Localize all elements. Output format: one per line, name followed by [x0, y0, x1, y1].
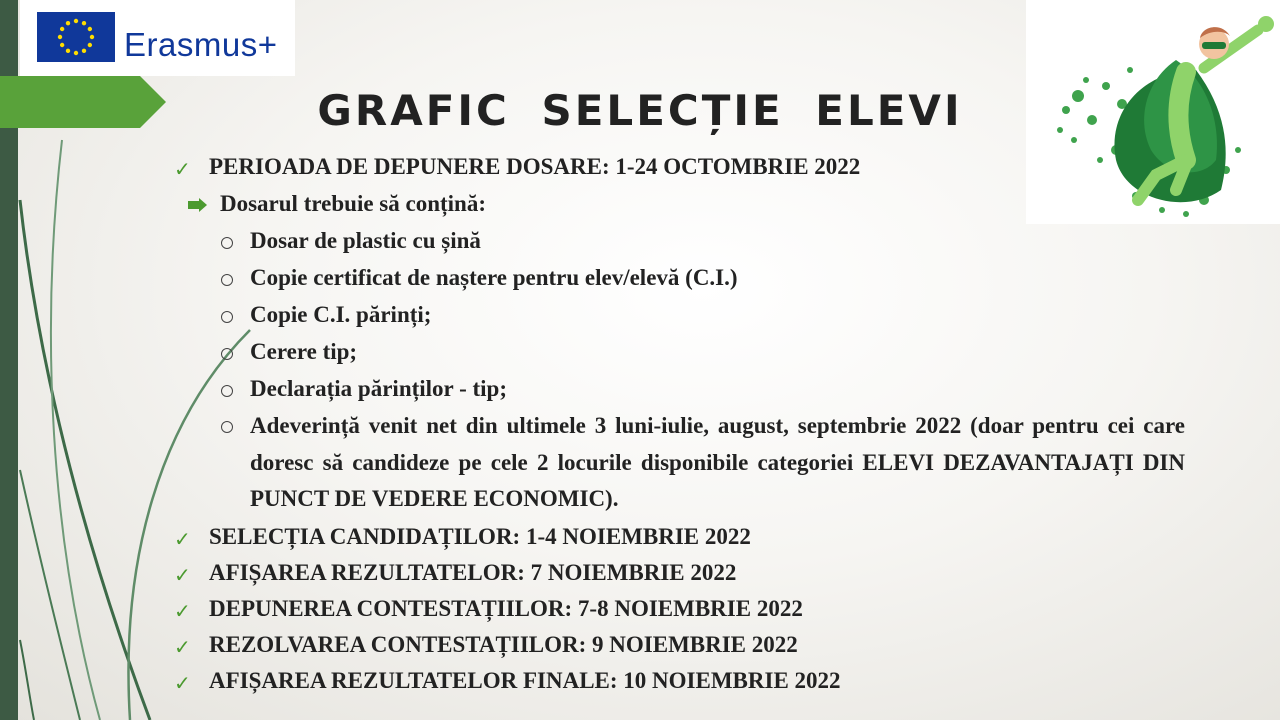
check-icon: ✓ [174, 157, 191, 181]
eu-star [88, 43, 92, 47]
superhero-illustration [1026, 0, 1280, 224]
circle-bullet-icon [221, 237, 233, 249]
step-item: REZOLVAREA CONTESTAȚIILOR: 9 NOIEMBRIE 2022 [209, 632, 798, 657]
eu-star [58, 35, 62, 39]
check-icon: ✓ [174, 635, 191, 659]
eu-star [90, 35, 94, 39]
doc-item-income-certificate: Adeverință venit net din ultimele 3 luni-iulie, august, septembrie 2022 (doar pentru cei care doresc să candideze pe cele 2 locurile disponibile categoriei ELEVI DEZAVANTAJAȚI DIN PUNCT DE VEDERE ECONOMIC). [250, 413, 1185, 511]
check-icon: ✓ [174, 563, 191, 587]
check-icon: ✓ [174, 527, 191, 551]
circle-bullet-icon [221, 274, 233, 286]
page-title: GRAFIC SELECȚIE ELEVI [317, 86, 963, 135]
step-item: SELECȚIA CANDIDAȚILOR: 1-4 NOIEMBRIE 2022 [209, 524, 751, 549]
circle-bullet-icon [221, 311, 233, 323]
circle-bullet-icon [221, 348, 233, 360]
check-icon: ✓ [174, 671, 191, 695]
eu-star [60, 43, 64, 47]
check-icon: ✓ [174, 599, 191, 623]
doc-item: Declarația părinților - tip; [250, 376, 507, 401]
eu-star [66, 21, 70, 25]
eu-star [74, 19, 78, 23]
step-item: AFIȘAREA REZULTATELOR: 7 NOIEMBRIE 2022 [209, 560, 737, 585]
eu-star [66, 49, 70, 53]
doc-item: Copie C.I. părinți; [250, 302, 432, 327]
dossier-header: Dosarul trebuie să conțină: [220, 191, 486, 216]
eu-star [82, 21, 86, 25]
doc-item: Copie certificat de naștere pentru elev/elevă (C.I.) [250, 265, 738, 290]
eu-flag-icon [37, 12, 115, 62]
arrow-bullet-icon [188, 198, 208, 212]
erasmus-logo [20, 0, 295, 76]
doc-item: Dosar de plastic cu șină [250, 228, 481, 253]
step-item: DEPUNEREA CONTESTAȚIILOR: 7-8 NOIEMBRIE 2022 [209, 596, 803, 621]
eu-star [60, 27, 64, 31]
doc-item: Cerere tip; [250, 339, 358, 364]
step-item: AFIȘAREA REZULTATELOR FINALE: 10 NOIEMBRIE 2022 [209, 668, 841, 693]
eu-star [82, 49, 86, 53]
erasmus-logo-text: Erasmus+ [124, 26, 278, 63]
circle-bullet-icon [221, 385, 233, 397]
period-line: PERIOADA DE DEPUNERE DOSARE: 1-24 OCTOMBRIE 2022 [209, 154, 861, 179]
circle-bullet-icon [221, 421, 233, 433]
eu-star [88, 27, 92, 31]
eu-star [74, 51, 78, 55]
